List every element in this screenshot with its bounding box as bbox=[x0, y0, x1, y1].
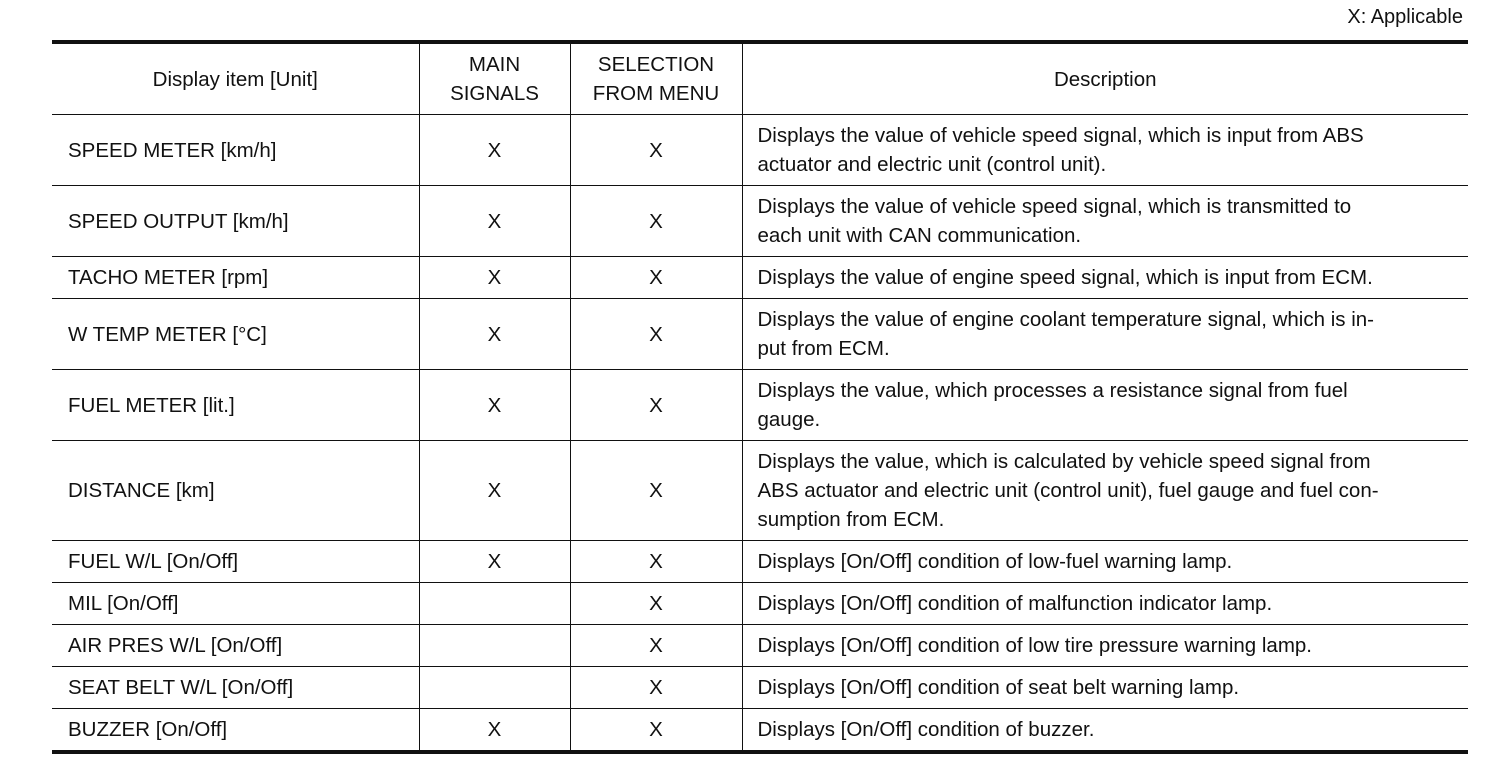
table-row bbox=[52, 370, 1468, 441]
description-cell bbox=[742, 709, 1468, 753]
header-selection-line2: FROM MENU bbox=[592, 82, 720, 105]
table-row bbox=[52, 299, 1468, 370]
description-line: put from ECM. bbox=[757, 337, 890, 360]
table-body bbox=[52, 115, 1468, 753]
display-item-cell: FUEL METER [lit.] bbox=[52, 370, 419, 441]
header-selection-line1: SELECTION bbox=[597, 53, 715, 76]
main-signals-cell: X bbox=[419, 441, 570, 541]
description-line: Displays the value, which processes a resistance signal from fuel bbox=[757, 379, 1348, 402]
description-cell bbox=[742, 667, 1468, 709]
description-line: Displays the value of engine coolant temperature signal, which is in- bbox=[757, 308, 1374, 331]
main-signals-cell: X bbox=[419, 709, 570, 753]
display-item-cell: DISTANCE [km] bbox=[52, 441, 419, 541]
header-display-item: Display item [Unit] bbox=[52, 42, 419, 115]
description-cell bbox=[742, 257, 1468, 299]
display-items-table bbox=[52, 40, 1468, 754]
main-signals-cell bbox=[419, 583, 570, 625]
table-row bbox=[52, 541, 1468, 583]
description-cell bbox=[742, 625, 1468, 667]
main-signals-cell: X bbox=[419, 541, 570, 583]
selection-from-menu-cell: X bbox=[570, 370, 742, 441]
description-line: Displays [On/Off] condition of low tire pressure warning lamp. bbox=[757, 634, 1313, 657]
description-cell bbox=[742, 299, 1468, 370]
description-line: sumption from ECM. bbox=[757, 508, 945, 531]
main-signals-cell bbox=[419, 667, 570, 709]
selection-from-menu-cell: X bbox=[570, 625, 742, 667]
main-signals-cell: X bbox=[419, 186, 570, 257]
table-header-row bbox=[52, 42, 1468, 115]
display-item-cell: MIL [On/Off] bbox=[52, 583, 419, 625]
main-signals-cell: X bbox=[419, 257, 570, 299]
selection-from-menu-cell: X bbox=[570, 541, 742, 583]
display-item-cell: AIR PRES W/L [On/Off] bbox=[52, 625, 419, 667]
header-main-signals-line2: SIGNALS bbox=[450, 82, 539, 105]
display-item-cell: FUEL W/L [On/Off] bbox=[52, 541, 419, 583]
display-item-cell: TACHO METER [rpm] bbox=[52, 257, 419, 299]
description-cell bbox=[742, 370, 1468, 441]
header-selection-from-menu bbox=[570, 42, 742, 115]
description-cell bbox=[742, 541, 1468, 583]
selection-from-menu-cell: X bbox=[570, 299, 742, 370]
display-item-cell: BUZZER [On/Off] bbox=[52, 709, 419, 753]
description-cell bbox=[742, 583, 1468, 625]
header-description: Description bbox=[742, 42, 1468, 115]
description-cell bbox=[742, 115, 1468, 186]
description-line: Displays the value of engine speed signal, which is input from ECM. bbox=[757, 266, 1373, 289]
selection-from-menu-cell: X bbox=[570, 583, 742, 625]
description-cell bbox=[742, 441, 1468, 541]
header-main-signals bbox=[419, 42, 570, 115]
description-line: ABS actuator and electric unit (control unit), fuel gauge and fuel con- bbox=[757, 479, 1379, 502]
description-line: Displays the value of vehicle speed signal, which is input from ABS bbox=[757, 124, 1364, 147]
table-row bbox=[52, 625, 1468, 667]
description-line: Displays [On/Off] condition of buzzer. bbox=[757, 718, 1095, 741]
main-signals-cell bbox=[419, 625, 570, 667]
main-signals-cell: X bbox=[419, 299, 570, 370]
table-row bbox=[52, 441, 1468, 541]
display-item-cell: SPEED OUTPUT [km/h] bbox=[52, 186, 419, 257]
description-line: Displays [On/Off] condition of low-fuel warning lamp. bbox=[757, 550, 1233, 573]
table-row bbox=[52, 583, 1468, 625]
display-item-cell: W TEMP METER [°C] bbox=[52, 299, 419, 370]
description-cell bbox=[742, 186, 1468, 257]
description-line: actuator and electric unit (control unit). bbox=[757, 153, 1107, 176]
description-line: Displays [On/Off] condition of malfunction indicator lamp. bbox=[757, 592, 1273, 615]
description-line: Displays the value, which is calculated by vehicle speed signal from bbox=[757, 450, 1371, 473]
selection-from-menu-cell: X bbox=[570, 709, 742, 753]
description-line: each unit with CAN communication. bbox=[757, 224, 1082, 247]
selection-from-menu-cell: X bbox=[570, 441, 742, 541]
selection-from-menu-cell: X bbox=[570, 186, 742, 257]
header-main-signals-line1: MAIN bbox=[468, 53, 521, 76]
table-row bbox=[52, 186, 1468, 257]
display-item-cell: SPEED METER [km/h] bbox=[52, 115, 419, 186]
table-row bbox=[52, 667, 1468, 709]
description-line: gauge. bbox=[757, 408, 821, 431]
description-line: Displays the value of vehicle speed signal, which is transmitted to bbox=[757, 195, 1352, 218]
table-row bbox=[52, 115, 1468, 186]
main-signals-cell: X bbox=[419, 115, 570, 186]
selection-from-menu-cell: X bbox=[570, 257, 742, 299]
description-line: Displays [On/Off] condition of seat belt warning lamp. bbox=[757, 676, 1240, 699]
table-row bbox=[52, 257, 1468, 299]
selection-from-menu-cell: X bbox=[570, 667, 742, 709]
main-signals-cell: X bbox=[419, 370, 570, 441]
display-item-cell: SEAT BELT W/L [On/Off] bbox=[52, 667, 419, 709]
selection-from-menu-cell: X bbox=[570, 115, 742, 186]
applicable-legend: X: Applicable bbox=[1347, 6, 1463, 28]
table-row bbox=[52, 709, 1468, 753]
